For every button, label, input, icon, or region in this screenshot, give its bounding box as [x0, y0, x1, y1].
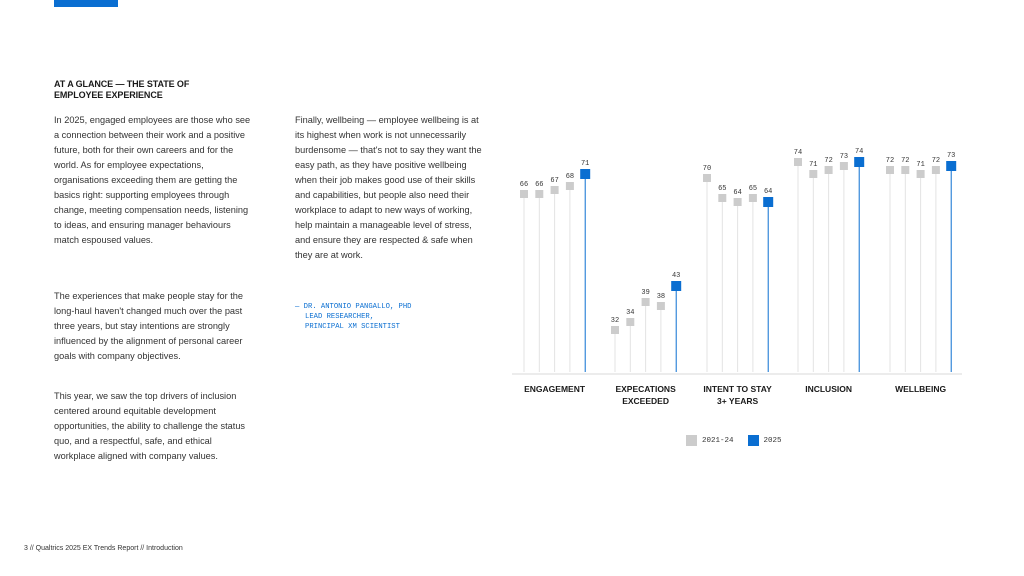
page-footer: 3 // Qualtrics 2025 EX Trends Report // Introduction [24, 545, 183, 552]
quote-title-line1: LEAD RESEARCHER, [305, 313, 375, 321]
data-point-2021-24 [703, 174, 711, 182]
category-label: EXPECATIONS [615, 384, 676, 394]
quote-author: — DR. ANTONIO PANGALLO, PHD [295, 303, 412, 311]
data-point-2021-24 [794, 158, 802, 166]
data-point-2021-24 [917, 170, 925, 178]
data-point-2021-24 [901, 166, 909, 174]
data-label: 66 [519, 181, 529, 189]
data-label: 32 [610, 317, 620, 325]
data-label: 74 [793, 149, 803, 157]
data-label: 71 [580, 160, 590, 168]
paragraph-stay: The experiences that make people stay for the long-haul haven't changed much over the past three years, but stay intentions are strongly influenced by the alignment of personal career goals with company objectives. [54, 291, 243, 361]
category-label: ENGAGEMENT [524, 384, 586, 394]
data-point-2021-24 [626, 318, 634, 326]
data-label: 72 [885, 157, 895, 165]
data-label: 64 [733, 189, 742, 197]
data-point-2025 [763, 197, 773, 207]
data-label: 74 [854, 148, 864, 156]
data-label: 72 [931, 157, 941, 165]
data-label: 73 [946, 152, 956, 160]
data-label: 73 [839, 153, 849, 161]
data-point-2021-24 [535, 190, 543, 198]
data-point-2021-24 [840, 162, 848, 170]
data-point-2025 [854, 157, 864, 167]
data-point-2021-24 [886, 166, 894, 174]
data-label: 68 [565, 173, 575, 181]
data-point-2021-24 [734, 198, 742, 206]
section-heading: AT A GLANCE — THE STATE OF EMPLOYEE EXPERIENCE [54, 79, 190, 100]
legend-label-previous: 2021-24 [702, 436, 734, 445]
quote-title-line2: PRINCIPAL XM SCIENTIST [305, 323, 400, 331]
category-label: INTENT TO STAY [703, 384, 772, 394]
data-point-2025 [946, 161, 956, 171]
data-label: 71 [809, 161, 818, 169]
paragraph-engagement: In 2025, engaged employees are those who see a connection between their work and a positive future, both for their own careers and for the world. As for employee expectations, organisations exceeding them are getting the basics right: supporting employees through change, meeting compensation needs, listening to ideas, and ensuring manager behaviours match espoused values. [54, 115, 251, 245]
legend-item-previous [686, 435, 734, 446]
category-label: WELLBEING [895, 384, 947, 394]
data-label: 72 [824, 157, 833, 165]
category-label-line2: EXCEEDED [622, 396, 669, 406]
legend-label-current: 2025 [763, 436, 782, 445]
data-point-2021-24 [749, 194, 757, 202]
data-point-2021-24 [611, 326, 619, 334]
legend-swatch-current [748, 435, 759, 446]
category-label: INCLUSION [805, 384, 852, 394]
data-point-2025 [580, 169, 590, 179]
data-label: 66 [535, 181, 544, 189]
chart-legend [686, 435, 796, 446]
legend-swatch-previous [686, 435, 697, 446]
paragraph-inclusion: This year, we saw the top drivers of inclusion centered around equitable development opportunities, the ability to challenge the status quo, and a respectful, safe, and ethical workplace aligned with company values. [54, 391, 246, 461]
data-label: 65 [718, 185, 727, 193]
data-label: 72 [901, 157, 910, 165]
data-label: 71 [916, 161, 925, 169]
data-point-2021-24 [825, 166, 833, 174]
data-point-2021-24 [520, 190, 528, 198]
legend-item-current [748, 435, 782, 446]
data-point-2021-24 [566, 182, 574, 190]
category-label-line2: 3+ YEARS [717, 396, 759, 406]
data-label: 67 [550, 177, 559, 185]
data-point-2021-24 [642, 298, 650, 306]
data-label: 64 [763, 188, 773, 196]
data-point-2021-24 [657, 302, 665, 310]
data-point-2021-24 [809, 170, 817, 178]
data-label: 65 [748, 185, 758, 193]
data-point-2021-24 [932, 166, 940, 174]
data-point-2021-24 [718, 194, 726, 202]
data-label: 43 [671, 272, 681, 280]
data-label: 34 [626, 309, 635, 317]
data-label: 70 [702, 165, 712, 173]
data-label: 39 [641, 289, 650, 297]
data-label: 38 [656, 293, 666, 301]
paragraph-wellbeing: Finally, wellbeing — employee wellbeing is at its highest when work is not unnecessarily burdensome — that's not to say they want the easy path, as they have positive wellbeing when their job makes good use of their skills and capabilities, but people also need their workplace to adapt to new ways of working, help maintain a manageable level of stress, and ensure they are respected & safe when they are at work. [295, 115, 482, 260]
data-point-2021-24 [551, 186, 559, 194]
data-point-2025 [671, 281, 681, 291]
